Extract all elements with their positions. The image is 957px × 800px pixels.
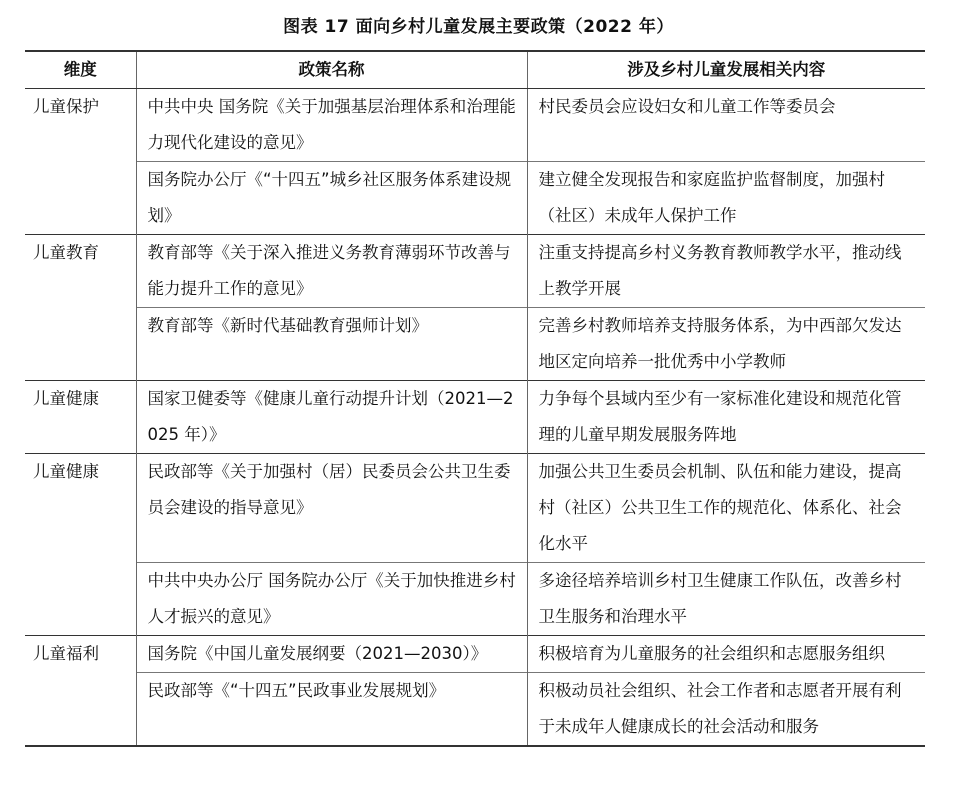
policy-cell: 教育部等《关于深入推进义务教育薄弱环节改善与能力提升工作的意见》	[136, 235, 527, 308]
dimension-cell: 儿童健康	[25, 381, 136, 454]
content-cell: 完善乡村教师培养支持服务体系，为中西部欠发达地区定向培养一批优秀中小学教师	[527, 308, 925, 381]
content-cell: 建立健全发现报告和家庭监护监督制度，加强村（社区）未成年人保护工作	[527, 162, 925, 235]
table-row	[25, 636, 925, 673]
content-cell: 多途径培养培训乡村卫生健康工作队伍，改善乡村卫生服务和治理水平	[527, 563, 925, 636]
content-cell: 积极培育为儿童服务的社会组织和志愿服务组织	[527, 636, 925, 673]
policy-cell: 民政部等《“十四五”民政事业发展规划》	[136, 673, 527, 747]
table-row	[25, 454, 925, 563]
table-row	[25, 381, 925, 454]
dimension-cell: 儿童教育	[25, 235, 136, 381]
table-row	[25, 89, 925, 162]
table-row	[25, 162, 925, 235]
header-content: 涉及乡村儿童发展相关内容	[527, 51, 925, 89]
table-row	[25, 235, 925, 308]
policy-cell: 中共中央 国务院《关于加强基层治理体系和治理能力现代化建设的意见》	[136, 89, 527, 162]
policy-cell: 国家卫健委等《健康儿童行动提升计划（2021—2025 年）》	[136, 381, 527, 454]
table-row	[25, 673, 925, 747]
policy-table	[25, 50, 925, 747]
header-dimension: 维度	[25, 51, 136, 89]
table-row	[25, 563, 925, 636]
content-cell: 积极动员社会组织、社会工作者和志愿者开展有利于未成年人健康成长的社会活动和服务	[527, 673, 925, 747]
content-cell: 加强公共卫生委员会机制、队伍和能力建设，提高村（社区）公共卫生工作的规范化、体系化、社会化水平	[527, 454, 925, 563]
content-cell: 注重支持提高乡村义务教育教师教学水平，推动线上教学开展	[527, 235, 925, 308]
dimension-cell: 儿童健康	[25, 454, 136, 636]
policy-cell: 中共中央办公厅 国务院办公厅《关于加快推进乡村人才振兴的意见》	[136, 563, 527, 636]
content-cell: 村民委员会应设妇女和儿童工作等委员会	[527, 89, 925, 162]
policy-cell: 教育部等《新时代基础教育强师计划》	[136, 308, 527, 381]
table-title: 图表 17 面向乡村儿童发展主要政策（2022 年）	[283, 17, 674, 37]
policy-cell: 民政部等《关于加强村（居）民委员会公共卫生委员会建设的指导意见》	[136, 454, 527, 563]
content-cell: 力争每个县域内至少有一家标准化建设和规范化管理的儿童早期发展服务阵地	[527, 381, 925, 454]
table-row	[25, 308, 925, 381]
dimension-cell: 儿童保护	[25, 89, 136, 235]
dimension-cell: 儿童福利	[25, 636, 136, 747]
table-header-row	[25, 51, 925, 89]
policy-cell: 国务院《中国儿童发展纲要（2021—2030）》	[136, 636, 527, 673]
header-policy: 政策名称	[136, 51, 527, 89]
policy-cell: 国务院办公厅《“十四五”城乡社区服务体系建设规划》	[136, 162, 527, 235]
